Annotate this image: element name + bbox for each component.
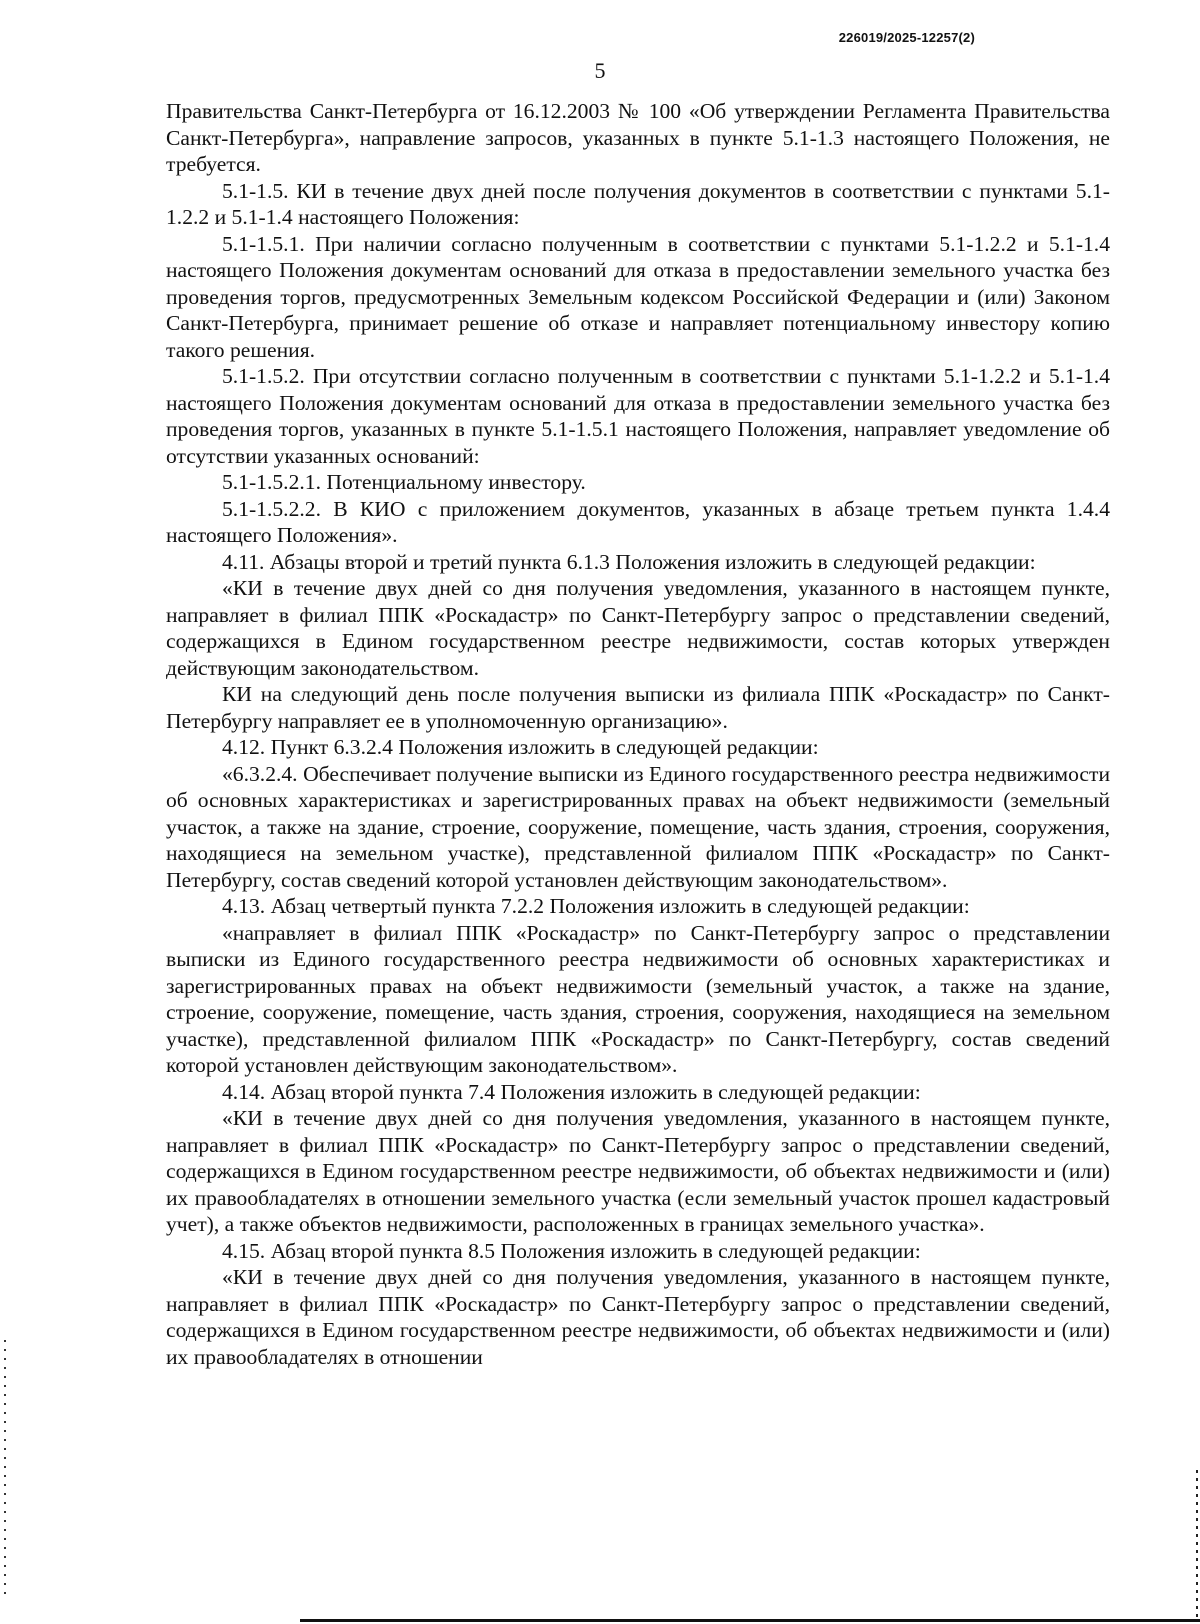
paragraph: «КИ в течение двух дней со дня получения уведомления, указанного в настоящем пункте, направляет в филиал ППК «Роскадастр» по Санкт-Петербургу запрос о представлении сведений, содержащихся в Едином государственном реестре недвижимости, об объектах недвижимости и (или) их правообладателях в отношении земельного участка (если земельный участок прошел кадастровый учет), а также объектов недвижимости, расположенных в границах земельного участка». [166,1106,1110,1236]
paragraph: «6.3.2.4. Обеспечивает получение выписки из Единого государственного реестра недвижимости об основных характеристиках и зарегистрированных правах на объект недвижимости (земельный участок, а также на здание, строение, сооружение, помещение, часть здания, строения, сооружения, находящиеся на земельном участке), представленной филиалом ППК «Роскадастр» по Санкт-Петербургу, состав сведений которой установлен действующим законодательством». [166,761,1110,892]
paragraph: 4.13. Абзац четвертый пункта 7.2.2 Положения изложить в следующей редакции: [222,894,970,918]
paragraph: 5.1-1.5.2. При отсутствии согласно полученным в соответствии с пунктами 5.1-1.2.2 и 5.1-1.4 настоящего Положения документам оснований для отказа в предоставлении земельного участка без проведения торгов, указанных в пункте 5.1-1.5.1 настоящего Положения, направляет уведомление об отсутствии указанных оснований: [166,364,1110,468]
paragraph: «направляет в филиал ППК «Роскадастр» по Санкт-Петербургу запрос о представлении выписки из Единого государственного реестра недвижимости об основных характеристиках и зарегистрированных правах на объект недвижимости (земельный участок, а также на здание, строение, сооружение, помещение, часть здания, строения, сооружения, находящиеся на земельном участке), представленной филиалом ППК «Роскадастр» по Санкт-Петербургу, состав сведений которой установлен действующим законодательством». [166,920,1110,1077]
page-number: 5 [594,58,606,83]
paragraph: 4.14. Абзац второй пункта 7.4 Положения изложить в следующей редакции: [222,1079,921,1104]
paragraph: 5.1-1.5. КИ в течение двух дней после получения документов в соответствии с пунктами 5.1-1.2.2 и 5.1-1.4 настоящего Положения: [166,178,1110,229]
paragraph: 5.1-1.5.2.2. В КИО с приложением документов, указанных в абзаце третьем пункта 1.4.4 настоящего Положения». [166,496,1110,547]
paragraph: 5.1-1.5.1. При наличии согласно полученным в соответствии с пунктами 5.1-1.2.2 и 5.1-1.4 настоящего Положения документам оснований для отказа в предоставлении земельного участка без проведения торгов, предусмотренных Земельным кодексом Российской Федерации и (или) Законом Санкт-Петербурга, принимает решение об отказе и направляет потенциальному инвестору копию такого решения. [166,231,1110,362]
paragraph: КИ на следующий день после получения выписки из филиала ППК «Роскадастр» по Санкт-Петербургу направляет ее в уполномоченную организацию». [166,682,1110,733]
paragraph: 4.12. Пункт 6.3.2.4 Положения изложить в следующей редакции: [222,735,819,759]
paragraph: «КИ в течение двух дней со дня получения уведомления, указанного в настоящем пункте, направляет в филиал ППК «Роскадастр» по Санкт-Петербургу запрос о представлении сведений, содержащихся в Едином государственном реестре недвижимости, состав которых утвержден действующим законодательством. [166,576,1110,680]
paragraph: Правительства Санкт-Петербурга от 16.12.2003 № 100 «Об утверждении Регламента Правительства Санкт-Петербурга», направление запросов, указанных в пункте 5.1-1.3 настоящего Положения, не требуется. [166,99,1110,176]
document-registration-number: 226019/2025-12257(2) [838,30,975,45]
paragraph: 4.15. Абзац второй пункта 8.5 Положения изложить в следующей редакции: [222,1238,921,1263]
scan-artifact-bottom-edge [300,1619,1200,1622]
paragraph: 4.11. Абзацы второй и третий пункта 6.1.3 Положения изложить в следующей редакции: [222,549,1036,574]
document-body [166,98,1110,1370]
scan-artifact-left-edge [4,1340,6,1600]
paragraph: «КИ в течение двух дней со дня получения уведомления, указанного в настоящем пункте, направляет в филиал ППК «Роскадастр» по Санкт-Петербургу запрос о представлении сведений, содержащихся в Едином государственном реестре недвижимости, об объектах недвижимости и (или) их правообладателях в отношении [166,1265,1110,1369]
scan-artifact-right-edge [1196,1470,1198,1620]
paragraph: 5.1-1.5.2.1. Потенциальному инвестору. [222,470,586,494]
